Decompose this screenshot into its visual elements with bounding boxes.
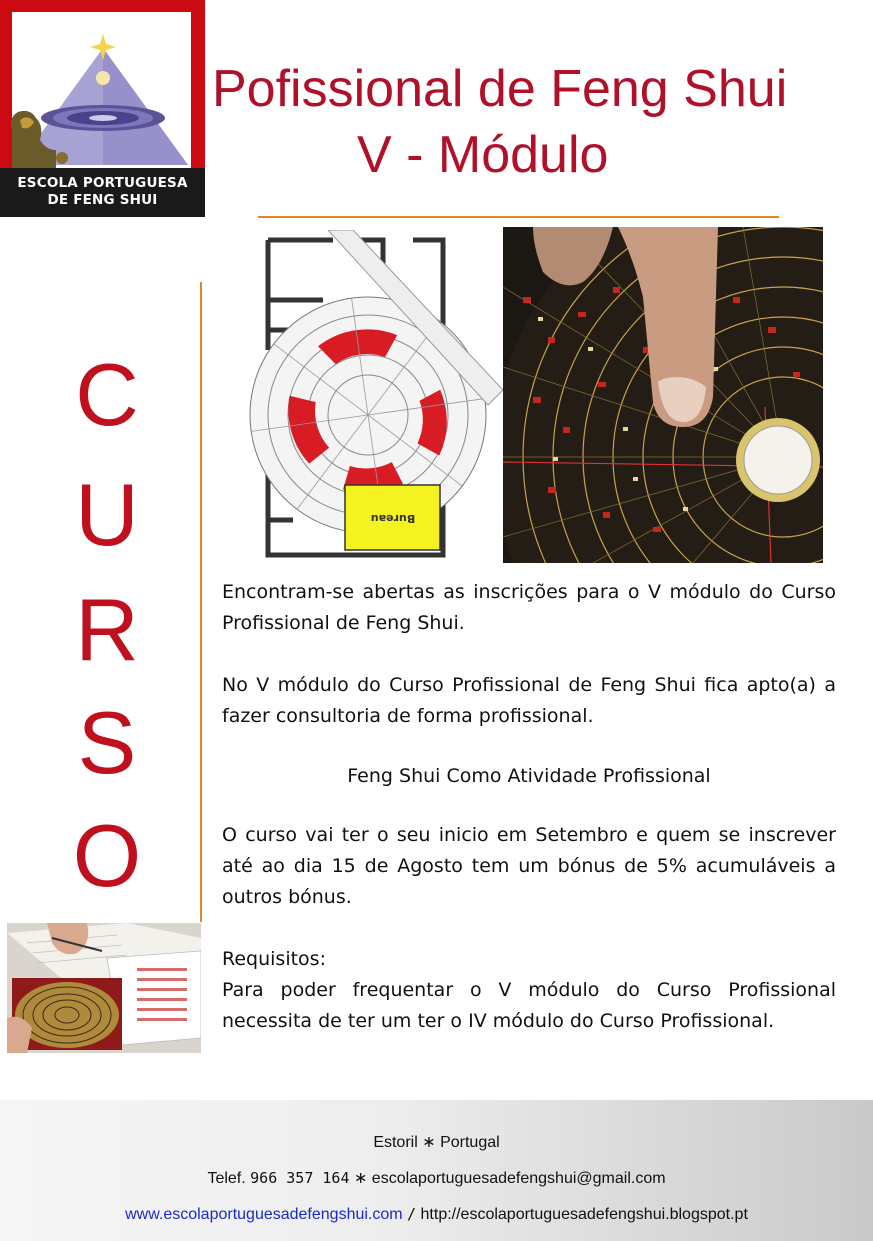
title-divider	[258, 216, 779, 218]
module-paragraph: No V módulo do Curso Profissional de Feng Shui fica apto(a) a fazer consultoria de forma profissional.	[222, 674, 836, 727]
school-logo	[0, 0, 205, 217]
logo-caption-line1: ESCOLA PORTUGUESA	[17, 175, 188, 191]
footer-location: Estoril	[373, 1134, 418, 1151]
footer-contact-line	[0, 1168, 873, 1188]
footer-phone-label: Telef.	[207, 1170, 246, 1187]
footer-country: Portugal	[440, 1134, 500, 1151]
desk-study-photo	[7, 923, 201, 1053]
separator-icon: ∗	[422, 1134, 436, 1151]
footer-location-line	[0, 1132, 873, 1152]
page-subtitle: V - Módulo	[357, 126, 609, 184]
course-tagline: Feng Shui Como Atividade Profissional	[347, 765, 711, 787]
footer-blog-link[interactable]: http://escolaportuguesadefengshui.blogspot.pt	[420, 1206, 748, 1223]
requirements-heading: Requisitos:	[222, 948, 326, 970]
logo-pyramid-emblem	[0, 0, 205, 168]
footer-website-link[interactable]: www.escolaportuguesadefengshui.com	[125, 1206, 403, 1223]
separator-icon: ∗	[353, 1170, 368, 1187]
footer-email-link[interactable]: escolaportuguesadefengshui@gmail.com	[371, 1170, 666, 1187]
page-title: Pofissional de Feng Shui	[212, 60, 788, 118]
curso-letter-u: U	[75, 465, 139, 564]
plan-room-label: Bureau	[370, 512, 416, 525]
footer-phone[interactable]: 966 357 164	[250, 1169, 350, 1187]
floor-plan-image	[233, 230, 503, 560]
curso-letter-c: C	[75, 345, 139, 444]
start-date-paragraph: O curso vai ter o seu inicio em Setembro e quem se inscrever até ao dia 15 de Agosto tem um bónus de 5% acumuláveis a outros bónus.	[222, 824, 836, 908]
footer-links-line	[0, 1205, 873, 1224]
curso-letter-r: R	[75, 580, 139, 679]
footer-link-separator: /	[407, 1205, 417, 1223]
luopan-compass-photo	[503, 227, 823, 563]
curso-letter-s: S	[77, 693, 137, 792]
requirements-text: Para poder frequentar o V módulo do Curso Profissional necessita de ter um ter o IV módulo do Curso Profissional.	[222, 979, 836, 1032]
intro-paragraph: Encontram-se abertas as inscrições para o V módulo do Curso Profissional de Feng Shui.	[222, 581, 836, 634]
curso-letter-o: O	[72, 806, 142, 905]
logo-caption-line2: DE FENG SHUI	[47, 192, 158, 208]
contact-footer	[0, 1100, 873, 1241]
logo-caption	[0, 168, 205, 217]
side-divider	[200, 282, 202, 922]
